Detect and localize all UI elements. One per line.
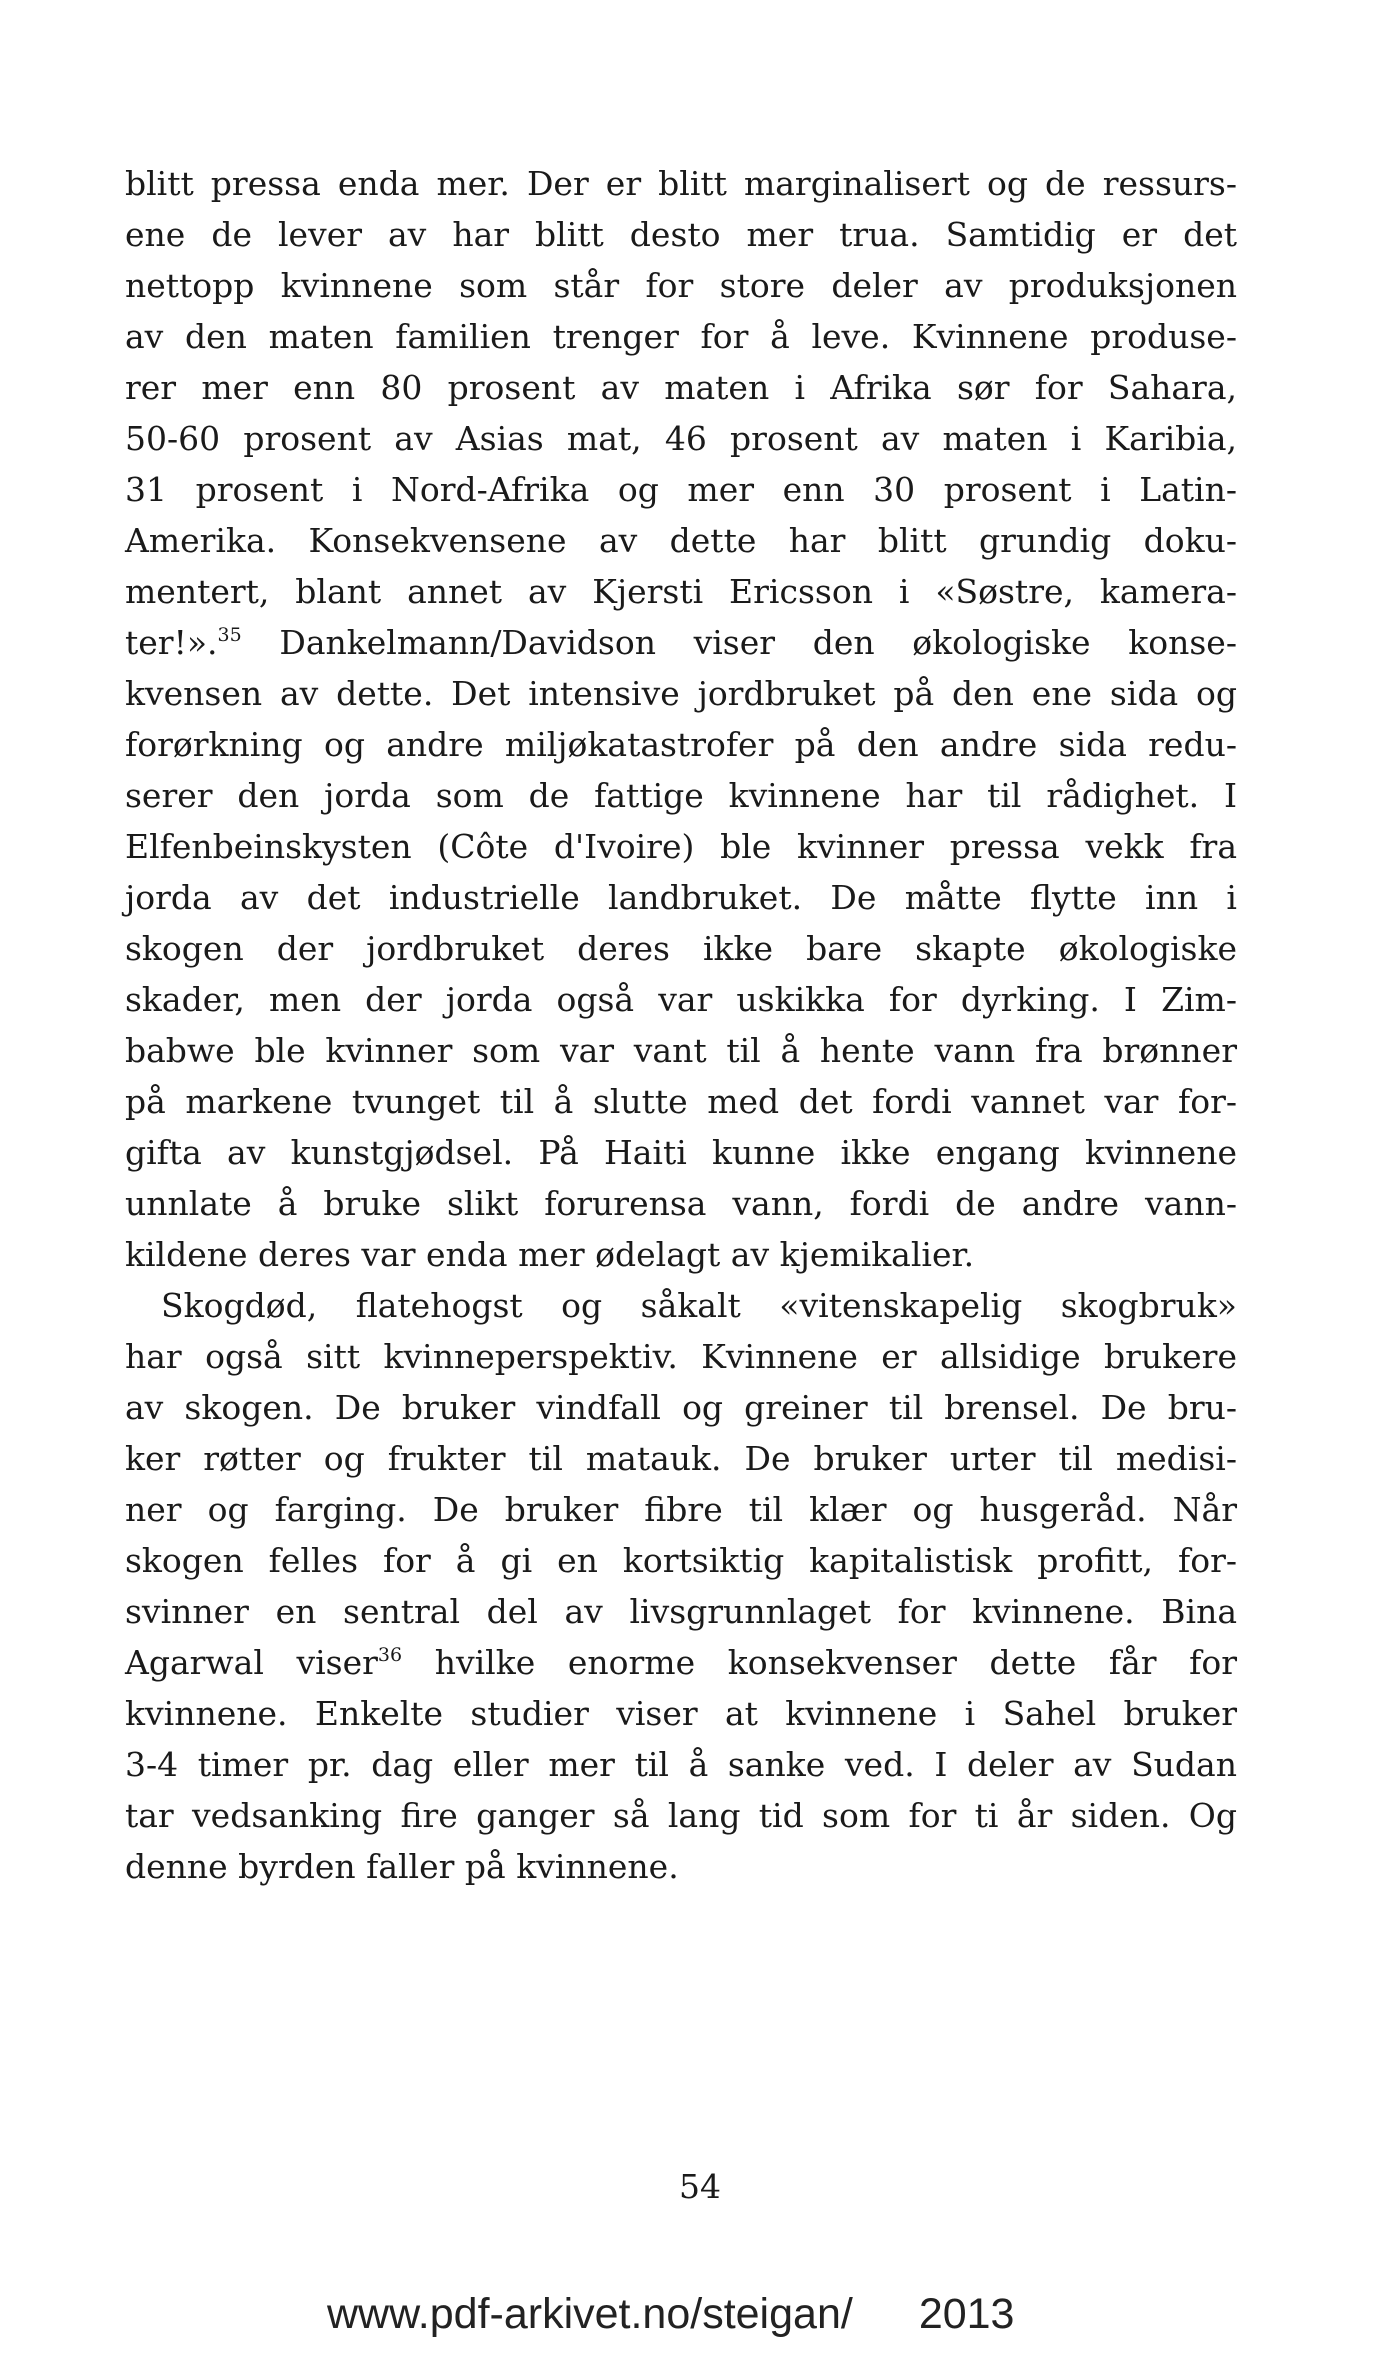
text-line: av den maten familien trenger for å leve. Kvinnene produse- <box>125 317 1237 356</box>
text-line-paragraph-end: denne byrden faller på kvinnene. <box>125 1847 679 1886</box>
page-number: 54 <box>679 2167 721 2206</box>
text-line: ner og farging. De bruker fibre til klær og husgeråd. Når <box>125 1490 1237 1529</box>
text-line: babwe ble kvinner som var vant til å hente vann fra brønner <box>125 1031 1237 1070</box>
text-line-paragraph-end: kildene deres var enda mer ødelagt av kjemikalier. <box>125 1235 975 1274</box>
text-line: blitt pressa enda mer. Der er blitt marginalisert og de ressurs- <box>125 164 1237 203</box>
line-rest: Dankelmann/Davidson viser den økologiske konse- <box>279 623 1237 662</box>
text-line: tar vedsanking fire ganger så lang tid som for ti år siden. Og <box>125 1796 1237 1835</box>
text-line: skogen der jordbruket deres ikke bare skapte økologiske <box>125 929 1237 968</box>
line-rest: hvilke enorme konsekvenser dette får for <box>434 1643 1237 1682</box>
text-line-paragraph-start: Skogdød, flatehogst og såkalt «vitenskapelig skogbruk» <box>161 1286 1237 1325</box>
footer-url: www.pdf-arkivet.no/steigan/ <box>327 2290 853 2338</box>
text-line: 50-60 prosent av Asias mat, 46 prosent av maten i Karibia, <box>125 419 1237 458</box>
footnote-marker-35: 35 <box>217 624 242 646</box>
text-line: rer mer enn 80 prosent av maten i Afrika sør for Sahara, <box>125 368 1237 407</box>
text-line: svinner en sentral del av livsgrunnlaget for kvinnene. Bina <box>125 1592 1237 1631</box>
text-line: mentert, blant annet av Kjersti Ericsson i «Søstre, kamera- <box>125 572 1237 611</box>
text-line: har også sitt kvinneperspektiv. Kvinnene er allsidige brukere <box>125 1337 1237 1376</box>
footer-year: 2013 <box>918 2290 1015 2338</box>
text-line-with-footnote <box>125 1637 1237 1688</box>
footer-watermark <box>327 2290 1014 2339</box>
text-line: av skogen. De bruker vindfall og greiner til brensel. De bru- <box>125 1388 1237 1427</box>
text-line: Amerika. Konsekvensene av dette har blitt grundig doku- <box>125 521 1237 560</box>
line-prefix: ter!». <box>125 623 218 662</box>
text-line: serer den jorda som de fattige kvinnene har til rådighet. I <box>125 776 1237 815</box>
text-line: Elfenbeinskysten (Côte d'Ivoire) ble kvinner pressa vekk fra <box>125 827 1237 866</box>
line-prefix: Agarwal viser <box>125 1643 378 1682</box>
text-line: kvensen av dette. Det intensive jordbruket på den ene sida og <box>125 674 1237 713</box>
text-line: jorda av det industrielle landbruket. De måtte flytte inn i <box>125 878 1237 917</box>
footnote-marker-36: 36 <box>377 1644 403 1666</box>
text-line-with-footnote <box>125 617 1237 668</box>
text-line: unnlate å bruke slikt forurensa vann, fordi de andre vann- <box>125 1184 1237 1223</box>
text-line: kvinnene. Enkelte studier viser at kvinnene i Sahel bruker <box>125 1694 1237 1733</box>
text-line: 3-4 timer pr. dag eller mer til å sanke ved. I deler av Sudan <box>125 1745 1237 1784</box>
text-line: forørkning og andre miljøkatastrofer på den andre sida redu- <box>125 725 1237 764</box>
text-line: gifta av kunstgjødsel. På Haiti kunne ikke engang kvinnene <box>125 1133 1237 1172</box>
body-text <box>125 158 1237 1892</box>
text-line: ene de lever av har blitt desto mer trua. Samtidig er det <box>125 215 1237 254</box>
text-line: nettopp kvinnene som står for store deler av produksjonen <box>125 266 1237 305</box>
text-line: på markene tvunget til å slutte med det fordi vannet var for- <box>125 1082 1237 1121</box>
text-line: skogen felles for å gi en kortsiktig kapitalistisk profitt, for- <box>125 1541 1237 1580</box>
text-line: 31 prosent i Nord-Afrika og mer enn 30 prosent i Latin- <box>125 470 1237 509</box>
text-line: skader, men der jorda også var uskikka for dyrking. I Zim- <box>125 980 1237 1019</box>
text-line: ker røtter og frukter til matauk. De bruker urter til medisi- <box>125 1439 1237 1478</box>
